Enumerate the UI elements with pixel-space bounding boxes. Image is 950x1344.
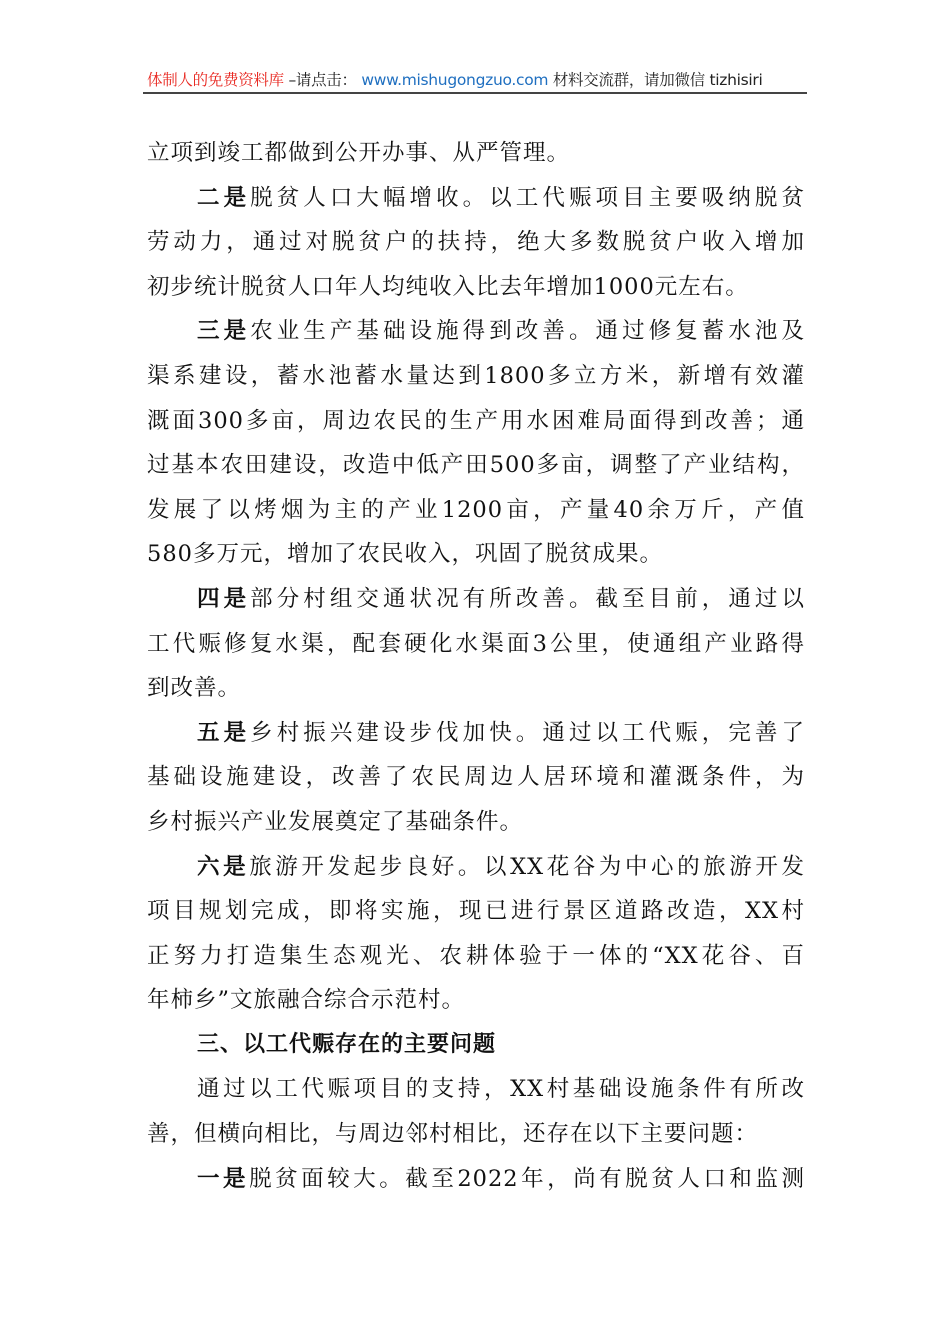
line-text: 通过以工代赈项目的支持，XX村基础设施条件有所改	[197, 1076, 805, 1103]
text-line	[147, 220, 805, 265]
line-text: 发展了以烤烟为主的产业1200亩，产量40余万斤，产值	[147, 496, 805, 523]
text-line	[147, 622, 805, 667]
line-text: 农业生产基础设施得到改善。通过修复蓄水池及	[250, 318, 805, 345]
text-line	[147, 889, 805, 934]
text-line	[147, 443, 805, 488]
bold-prefix: 三是	[197, 318, 251, 345]
text-line	[147, 176, 805, 221]
line-text: 三、以工代赈存在的主要问题	[197, 1031, 497, 1057]
text-line	[147, 488, 805, 533]
text-line	[147, 532, 805, 577]
text-line	[147, 354, 805, 399]
header-prompt: –请点击：	[288, 71, 357, 89]
document-body	[147, 131, 805, 1201]
bold-prefix: 六是	[197, 853, 250, 880]
line-text: 正努力打造集生态观光、农耕体验于一体的“XX花谷、百	[147, 942, 805, 969]
line-text: 立项到竣工都做到公开办事、从严管理。	[147, 140, 571, 166]
text-line	[147, 1157, 805, 1202]
header-brand: 体制人的免费资料库	[147, 71, 284, 89]
line-text: 到改善。	[147, 675, 242, 702]
text-line	[147, 309, 805, 354]
line-text: 渠系建设，蓄水池蓄水量达到1800多立方米，新增有效灌	[147, 362, 805, 389]
text-line	[147, 1112, 805, 1157]
line-text: 劳动力，通过对脱贫户的扶持，绝大多数脱贫户收入增加	[147, 229, 805, 256]
text-line	[147, 934, 805, 979]
text-line	[147, 131, 805, 176]
page-header	[147, 68, 807, 90]
line-text: 乡村振兴产业发展奠定了基础条件。	[147, 808, 524, 835]
text-line	[147, 399, 805, 444]
bold-prefix: 二是	[197, 184, 251, 211]
text-line	[147, 265, 805, 310]
bold-prefix: 五是	[197, 719, 251, 746]
header-url-link[interactable]: www.mishugongzuo.com	[361, 71, 549, 89]
line-text: 溉面300多亩，周边农民的生产用水困难局面得到改善；通	[147, 407, 805, 434]
text-line	[147, 711, 805, 756]
line-text: 脱贫人口大幅增收。以工代赈项目主要吸纳脱贫	[250, 184, 805, 211]
header-contact: 材料交流群，请加微信 tizhisiri	[552, 71, 763, 89]
line-text: 乡村振兴建设步伐加快。通过以工代赈，完善了	[250, 719, 805, 746]
line-text: 善，但横向相比，与周边邻村相比，还存在以下主要问题：	[147, 1121, 759, 1148]
line-text: 项目规划完成，即将实施，现已进行景区道路改造，XX村	[147, 898, 805, 925]
bold-prefix: 一是	[197, 1165, 250, 1192]
line-text: 580多万元，增加了农民收入，巩固了脱贫成果。	[147, 541, 663, 568]
header-divider	[143, 92, 807, 94]
text-line	[147, 1067, 805, 1112]
line-text: 初步统计脱贫人口年人均纯收入比去年增加1000元左右。	[147, 273, 749, 300]
line-text: 旅游开发起步良好。以XX花谷为中心的旅游开发	[249, 853, 805, 880]
text-line	[147, 755, 805, 800]
line-text: 年柿乡”文旅融合综合示范村。	[147, 987, 466, 1014]
line-text: 脱贫面较大。截至2022年，尚有脱贫人口和监测	[249, 1165, 805, 1192]
text-line	[147, 978, 805, 1023]
line-text: 过基本农田建设，改造中低产田500多亩，调整了产业结构，	[147, 452, 805, 479]
section-heading	[147, 1023, 805, 1068]
text-line	[147, 666, 805, 711]
line-text: 工代赈修复水渠，配套硬化水渠面3公里，使通组产业路得	[147, 630, 805, 657]
line-text: 部分村组交通状况有所改善。截至目前，通过以	[250, 585, 805, 612]
text-line	[147, 577, 805, 622]
bold-prefix: 四是	[197, 585, 251, 612]
text-line	[147, 800, 805, 845]
text-line	[147, 845, 805, 890]
line-text: 基础设施建设，改善了农民周边人居环境和灌溉条件，为	[147, 764, 805, 791]
